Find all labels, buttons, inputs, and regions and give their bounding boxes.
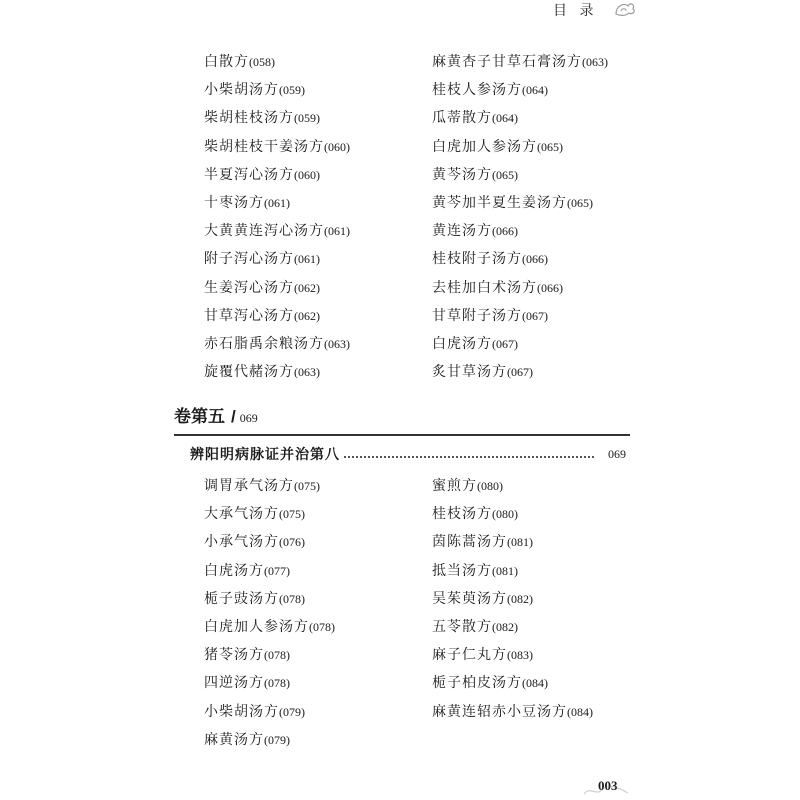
formula-name: 甘草泻心汤方 [204,307,294,324]
formula-entry [204,669,335,697]
formula-name: 大承气汤方 [204,506,279,523]
formula-entry [432,217,608,245]
formula-page: (060) [324,139,350,154]
formula-page: (059) [294,111,320,126]
formula-entry [432,528,593,556]
formula-page: (059) [279,83,305,98]
formula-page: (063) [324,336,350,351]
formula-entry [204,161,350,189]
formula-page: (067) [522,308,548,323]
formula-entry [432,669,593,697]
formula-name: 炙甘草汤方 [432,364,507,381]
formula-entry [204,472,335,500]
formula-entry [432,358,608,386]
formula-name: 桂枝人参汤方 [432,82,522,99]
formula-entry [204,274,350,302]
footer-ornament-icon [582,784,630,798]
formula-name: 十枣汤方 [204,194,264,211]
formula-entry [432,189,608,217]
formula-page: (063) [294,365,320,380]
formula-entry [432,245,608,273]
formula-page: (065) [492,167,518,182]
formula-list-1-right [432,48,608,386]
formula-page: (066) [492,224,518,239]
formula-name: 生姜泻心汤方 [204,279,294,296]
dot-leader [344,455,594,458]
formula-entry [432,48,608,76]
formula-entry [204,76,350,104]
formula-entry [432,330,608,358]
formula-page: (078) [264,676,290,691]
formula-entry [432,641,593,669]
formula-entry [432,613,593,641]
formula-name: 五苓散方 [432,618,492,635]
formula-page: (077) [264,563,290,578]
volume-separator: / [231,407,236,426]
formula-page: (060) [294,167,320,182]
formula-name: 瓜蒂散方 [432,110,492,127]
formula-entry [204,698,335,726]
formula-page: (080) [492,507,518,522]
formula-name: 麻黄连轺赤小豆汤方 [432,703,567,720]
formula-entry [432,133,608,161]
formula-entry [204,133,350,161]
formula-page: (066) [522,252,548,267]
formula-entry [432,472,593,500]
page-number: 003 [598,778,618,793]
formula-page: (082) [507,591,533,606]
formula-page: (079) [264,732,290,747]
volume-heading [174,402,258,427]
formula-page: (067) [507,365,533,380]
formula-name: 白虎加人参汤方 [204,618,309,635]
formula-name: 桂枝汤方 [432,506,492,523]
formula-page: (064) [492,111,518,126]
formula-entry [432,698,593,726]
formula-page: (065) [537,139,563,154]
formula-page: (075) [294,479,320,493]
formula-page: (062) [294,280,320,295]
formula-name: 抵当汤方 [432,562,492,579]
formula-name: 白虎汤方 [432,335,492,352]
formula-name: 茵陈蒿汤方 [432,534,507,551]
formula-entry [432,161,608,189]
formula-entry [204,302,350,330]
chapter-divider [174,434,630,436]
formula-name: 黄芩汤方 [432,166,492,183]
formula-entry [204,104,350,132]
formula-page: (075) [279,507,305,522]
formula-entry [204,557,335,585]
chapter-page: 069 [608,446,626,461]
formula-name: 小柴胡汤方 [204,82,279,99]
formula-entry [432,274,608,302]
formula-name: 大黄黄连泻心汤方 [204,223,324,240]
formula-page: (081) [507,535,533,550]
formula-name: 麻黄杏子甘草石膏汤方 [432,54,582,70]
formula-name: 四逆汤方 [204,675,264,692]
formula-list-2-left [204,472,335,754]
formula-list-2-right [432,472,593,726]
formula-page: (078) [264,648,290,663]
formula-name: 黄芩加半夏生姜汤方 [432,194,567,211]
formula-name: 猪苓汤方 [204,647,264,664]
formula-entry [204,217,350,245]
formula-list-1-left [204,48,350,386]
formula-page: (083) [507,648,533,663]
formula-page: (066) [537,280,563,295]
cloud-ornament-icon [614,0,636,16]
formula-name: 麻黄汤方 [204,731,264,748]
formula-entry [204,48,350,76]
formula-page: (061) [294,252,320,267]
formula-name: 赤石脂禹余粮汤方 [204,335,324,352]
formula-entry [204,641,335,669]
formula-page: (063) [582,55,608,69]
formula-entry [432,585,593,613]
formula-page: (082) [492,619,518,634]
formula-name: 旋覆代赭汤方 [204,364,294,381]
formula-entry [204,585,335,613]
formula-page: (084) [567,704,593,719]
formula-page: (076) [279,535,305,550]
formula-page: (065) [567,195,593,210]
formula-entry [204,726,335,754]
formula-name: 半夏泻心汤方 [204,166,294,183]
formula-page: (067) [492,336,518,351]
formula-name: 蜜煎方 [432,478,477,494]
formula-name: 白散方 [204,54,249,70]
formula-name: 柴胡桂枝干姜汤方 [204,138,324,155]
formula-name: 白虎加人参汤方 [432,138,537,155]
formula-name: 栀子柏皮汤方 [432,675,522,692]
formula-name: 甘草附子汤方 [432,307,522,324]
formula-entry [432,76,608,104]
formula-entry [204,528,335,556]
formula-name: 栀子豉汤方 [204,590,279,607]
formula-name: 麻子仁丸方 [432,647,507,664]
formula-name: 调胃承气汤方 [204,478,294,494]
formula-entry [204,189,350,217]
formula-entry [204,358,350,386]
formula-page: (080) [477,479,503,493]
formula-entry [204,613,335,641]
chapter-title: 辨阳明病脉证并治第八 [190,447,340,463]
formula-name: 黄连汤方 [432,223,492,240]
volume-title: 卷第五 [174,407,225,427]
formula-page: (081) [492,563,518,578]
formula-entry [432,104,608,132]
formula-name: 白虎汤方 [204,562,264,579]
formula-name: 柴胡桂枝汤方 [204,110,294,127]
formula-page: (058) [249,55,275,69]
formula-name: 小柴胡汤方 [204,703,279,720]
formula-entry [204,330,350,358]
formula-entry [432,500,593,528]
volume-page: 069 [239,411,258,425]
formula-name: 桂枝附子汤方 [432,251,522,268]
formula-page: (079) [279,704,305,719]
formula-page: (061) [324,224,350,239]
formula-page: (061) [264,195,290,210]
formula-page: (062) [294,308,320,323]
formula-entry [432,557,593,585]
formula-entry [204,500,335,528]
formula-page: (084) [522,676,548,691]
formula-name: 小承气汤方 [204,534,279,551]
formula-entry [204,245,350,273]
formula-entry [432,302,608,330]
formula-name: 去桂加白术汤方 [432,279,537,296]
formula-name: 附子泻心汤方 [204,251,294,268]
formula-page: (064) [522,83,548,98]
header-title: 目 录 [553,3,598,19]
formula-name: 吴茱萸汤方 [432,590,507,607]
chapter-entry [190,443,626,465]
formula-page: (078) [279,591,305,606]
formula-page: (078) [309,619,335,634]
